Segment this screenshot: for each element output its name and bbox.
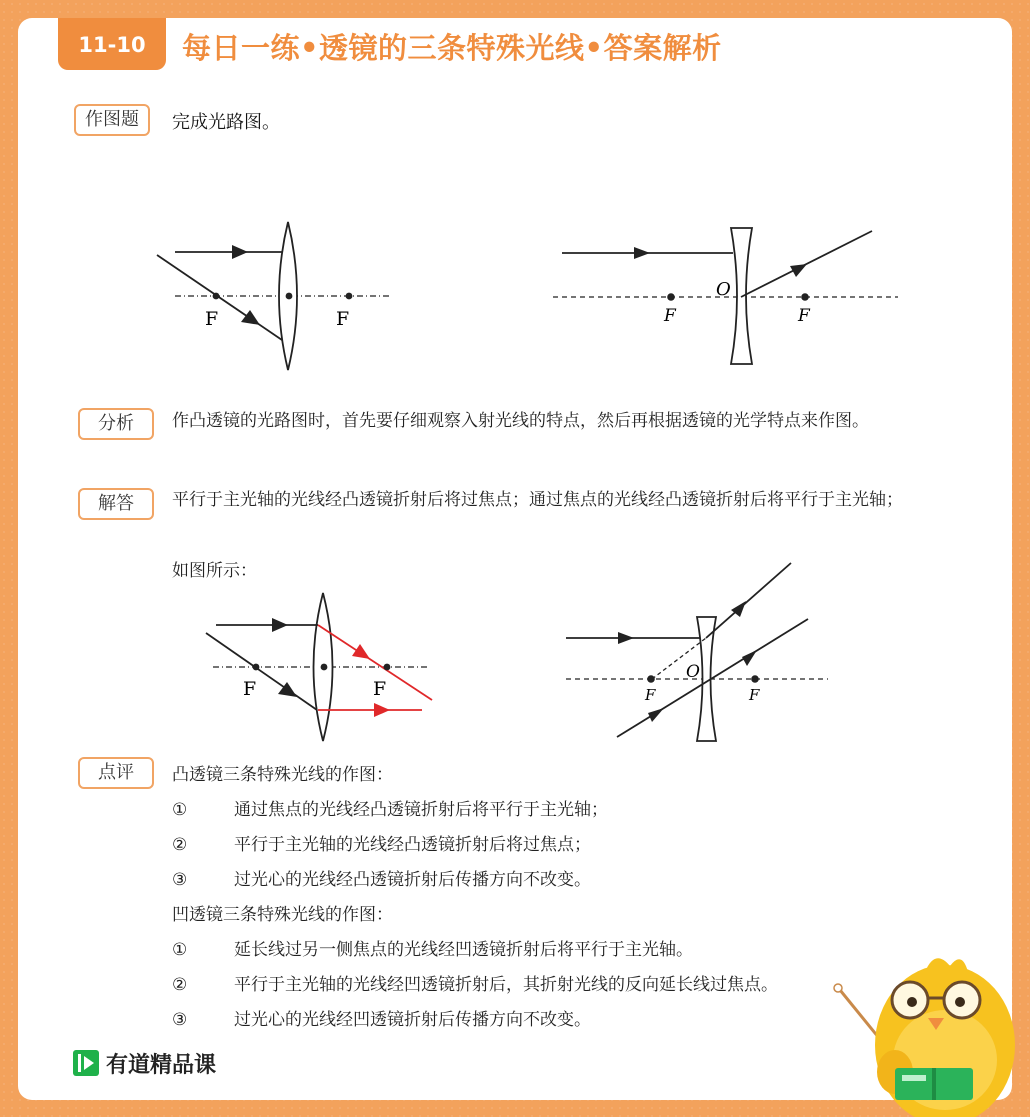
mascot-chick-illustration xyxy=(825,955,1015,1100)
focus-label-left: F xyxy=(205,308,219,330)
list-text: 延长线过另一侧焦点的光线经凹透镜折射后将平行于主光轴。 xyxy=(234,940,693,960)
list-text: 过光心的光线经凹透镜折射后传播方向不改变。 xyxy=(234,1010,591,1030)
question-convex-lens-diagram xyxy=(150,215,400,375)
focus-label-right: F xyxy=(373,678,387,700)
focus-point-left xyxy=(213,293,220,300)
analysis-text: 作凸透镜的光路图时，首先要仔细观察入射光线的特点，然后再根据透镜的光学特点来作图。 xyxy=(172,411,869,431)
ray-arrowhead xyxy=(634,247,650,259)
list-number: ② xyxy=(172,835,188,855)
list-number: ③ xyxy=(172,1010,188,1030)
answer-figure-intro: 如图所示： xyxy=(172,561,257,581)
list-text: 平行于主光轴的光线经凸透镜折射后将过焦点； xyxy=(234,835,591,855)
focus-point-left xyxy=(647,675,655,683)
concave-heading: 凹透镜三条特殊光线的作图： xyxy=(172,905,393,925)
brand-name: 有道精品课 xyxy=(106,1052,217,1078)
focus-label-right: F xyxy=(749,686,760,704)
ray-arrowhead xyxy=(648,708,664,722)
answer-text: 平行于主光轴的光线经凸透镜折射后将过焦点；通过焦点的光线经凸透镜折射后将平行于主光轴； xyxy=(172,490,903,510)
ray-arrowhead xyxy=(352,644,370,659)
ray-arrowhead xyxy=(241,310,260,325)
ray-arrowhead xyxy=(742,650,757,666)
focus-point-left xyxy=(667,293,675,301)
ray-arrowhead xyxy=(790,264,807,277)
incident-focal-ray xyxy=(157,255,282,340)
optical-center-point xyxy=(321,664,328,671)
list-text: 平行于主光轴的光线经凹透镜折射后，其折射光线的反向延长线过焦点。 xyxy=(234,975,778,995)
focus-point-right xyxy=(751,675,759,683)
focus-point-right xyxy=(801,293,809,301)
focus-label-left: F xyxy=(243,678,257,700)
focus-label-left: F xyxy=(664,306,676,326)
incident-focal-ray xyxy=(206,633,317,710)
optical-center-point xyxy=(286,293,293,300)
list-number: ① xyxy=(172,940,188,960)
ray-arrowhead xyxy=(232,245,248,259)
analysis-label: 分析 xyxy=(78,408,154,440)
focus-label-right: F xyxy=(336,308,350,330)
list-number: ③ xyxy=(172,870,188,890)
focus-label-left: F xyxy=(645,686,656,704)
list-text: 过光心的光线经凸透镜折射后传播方向不改变。 xyxy=(234,870,591,890)
convex-heading: 凸透镜三条特殊光线的作图： xyxy=(172,765,393,785)
ray-arrowhead xyxy=(374,703,390,717)
answer-label: 解答 xyxy=(78,488,154,520)
comment-label: 点评 xyxy=(78,757,154,789)
list-number: ① xyxy=(172,800,188,820)
optical-center-label: O xyxy=(716,279,731,300)
answer-concave-lens-diagram xyxy=(560,555,835,745)
focus-label-right: F xyxy=(798,306,810,326)
list-text: 通过焦点的光线经凸透镜折射后将平行于主光轴； xyxy=(234,800,608,820)
focus-point-right xyxy=(384,664,391,671)
optical-center-label: O xyxy=(686,662,700,682)
answer-convex-lens-diagram xyxy=(200,590,440,745)
date-badge: 11-10 xyxy=(58,18,166,70)
ray-arrowhead xyxy=(618,632,634,644)
question-prompt: 完成光路图。 xyxy=(172,112,280,133)
question-concave-lens-diagram xyxy=(550,225,900,370)
focus-point-left xyxy=(253,664,260,671)
list-number: ② xyxy=(172,975,188,995)
page-title: 每日一练•透镜的三条特殊光线•答案解析 xyxy=(182,31,722,65)
refracted-ray-diverging xyxy=(706,563,791,638)
question-label: 作图题 xyxy=(74,104,150,136)
ray-arrowhead xyxy=(272,618,288,632)
focus-point-right xyxy=(346,293,353,300)
brand-logo xyxy=(72,1046,216,1080)
brand-play-icon xyxy=(72,1049,100,1077)
refracted-ray xyxy=(741,231,872,297)
